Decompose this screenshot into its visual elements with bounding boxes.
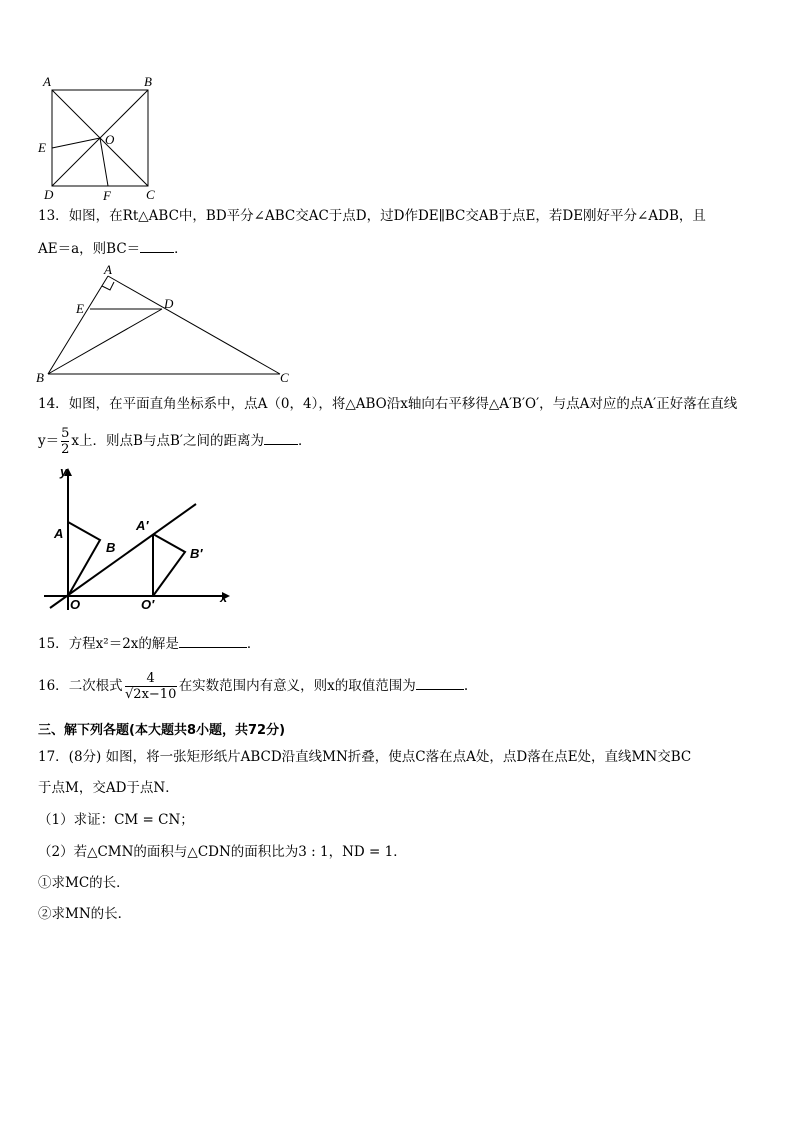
label-d: D (44, 187, 54, 202)
label-b: B (36, 370, 44, 385)
label-b: B (144, 74, 152, 89)
q13-end: ． (174, 241, 188, 257)
q17-sub1: ①求MC的长． (38, 875, 130, 891)
q16-fraction (125, 671, 177, 702)
q14-y-eq: y＝ (38, 433, 60, 449)
q14-end: ． (297, 433, 312, 449)
q16-text-pre: 二次根式 (68, 678, 123, 694)
q13-line1 (38, 207, 706, 225)
q16-line (38, 666, 468, 706)
label-o: O (105, 132, 115, 147)
q17-line1: 17．(8分) 如图，将一张矩形纸片ABCD沿直线MN折叠，使点C落在点A处，点D落在点E处，直线MN交BC (38, 749, 692, 765)
q14-text1: 如图，在平面直角坐标系中，点A（0，4），将△ABO沿x轴向右平移得△A′B′O′，与点A对应的点A′正好落在直线 (68, 396, 738, 412)
q13-line2 (38, 240, 188, 258)
figure-square-abcd (30, 72, 170, 204)
label-y: y (60, 464, 68, 479)
q16-number: 16． (38, 678, 69, 694)
q17-part1: （1）求证：CM = CN； (38, 812, 194, 828)
q13-answer-blank[interactable] (140, 240, 174, 253)
q17-sub2: ②求MN的长． (38, 906, 132, 922)
q15-number: 15． (38, 636, 69, 652)
q15-line (38, 635, 260, 653)
q14-answer-blank[interactable] (264, 432, 298, 445)
q15-answer-blank[interactable] (179, 635, 247, 648)
q13-text2: AE＝a，则BC＝ (38, 241, 141, 257)
label-a: A (54, 526, 64, 541)
label-e: E (76, 301, 84, 316)
label-c: C (280, 370, 289, 385)
label-b: B (106, 540, 116, 555)
label-b-prime: B′ (190, 546, 203, 561)
label-e: E (38, 140, 46, 155)
figure-triangle-abc (30, 262, 300, 386)
q14-frac-numerator: 5 (61, 426, 70, 441)
label-a: A (43, 74, 51, 89)
q14-text2: x上．则点B与点B′之间的距离为 (71, 433, 264, 449)
q13-number: 13． (38, 208, 69, 224)
q14-line2 (38, 424, 311, 458)
label-o: O (70, 597, 81, 612)
label-a: A (104, 262, 112, 277)
q13-text1: 如图，在Rt△ABC中，BD平分∠ABC交AC于点D，过D作DE∥BC交AB于点E，若DE刚好平分∠ADB，且 (68, 208, 706, 224)
figure-coordinate-plane (36, 462, 246, 612)
label-f: F (103, 188, 111, 203)
q14-number: 14． (38, 396, 69, 412)
label-c: C (146, 187, 155, 202)
q16-end: . (463, 678, 469, 694)
q16-frac-numerator: 4 (146, 671, 155, 686)
q16-frac-denominator: √2x−10 (125, 687, 177, 702)
q15-end: ． (246, 636, 261, 652)
q14-frac-denominator: 2 (61, 442, 70, 457)
q16-text-post: 在实数范围内有意义，则x的取值范围为 (178, 678, 416, 694)
q16-answer-blank[interactable] (416, 677, 464, 690)
section-header: 三、解下列各题(本大题共8小题，共72分) (38, 723, 286, 738)
label-o-prime: O′ (141, 597, 155, 612)
q17-line2: 于点M，交AD于点N． (38, 780, 179, 796)
q14-line1 (38, 395, 737, 413)
label-d: D (164, 296, 174, 311)
q15-text: 方程x²＝2x的解是 (68, 636, 179, 652)
label-a-prime: A′ (136, 518, 149, 533)
q14-fraction (61, 426, 69, 457)
label-x: x (220, 590, 228, 605)
q17-part2: （2）若△CMN的面积与△CDN的面积比为3 : 1，ND = 1． (38, 844, 407, 860)
